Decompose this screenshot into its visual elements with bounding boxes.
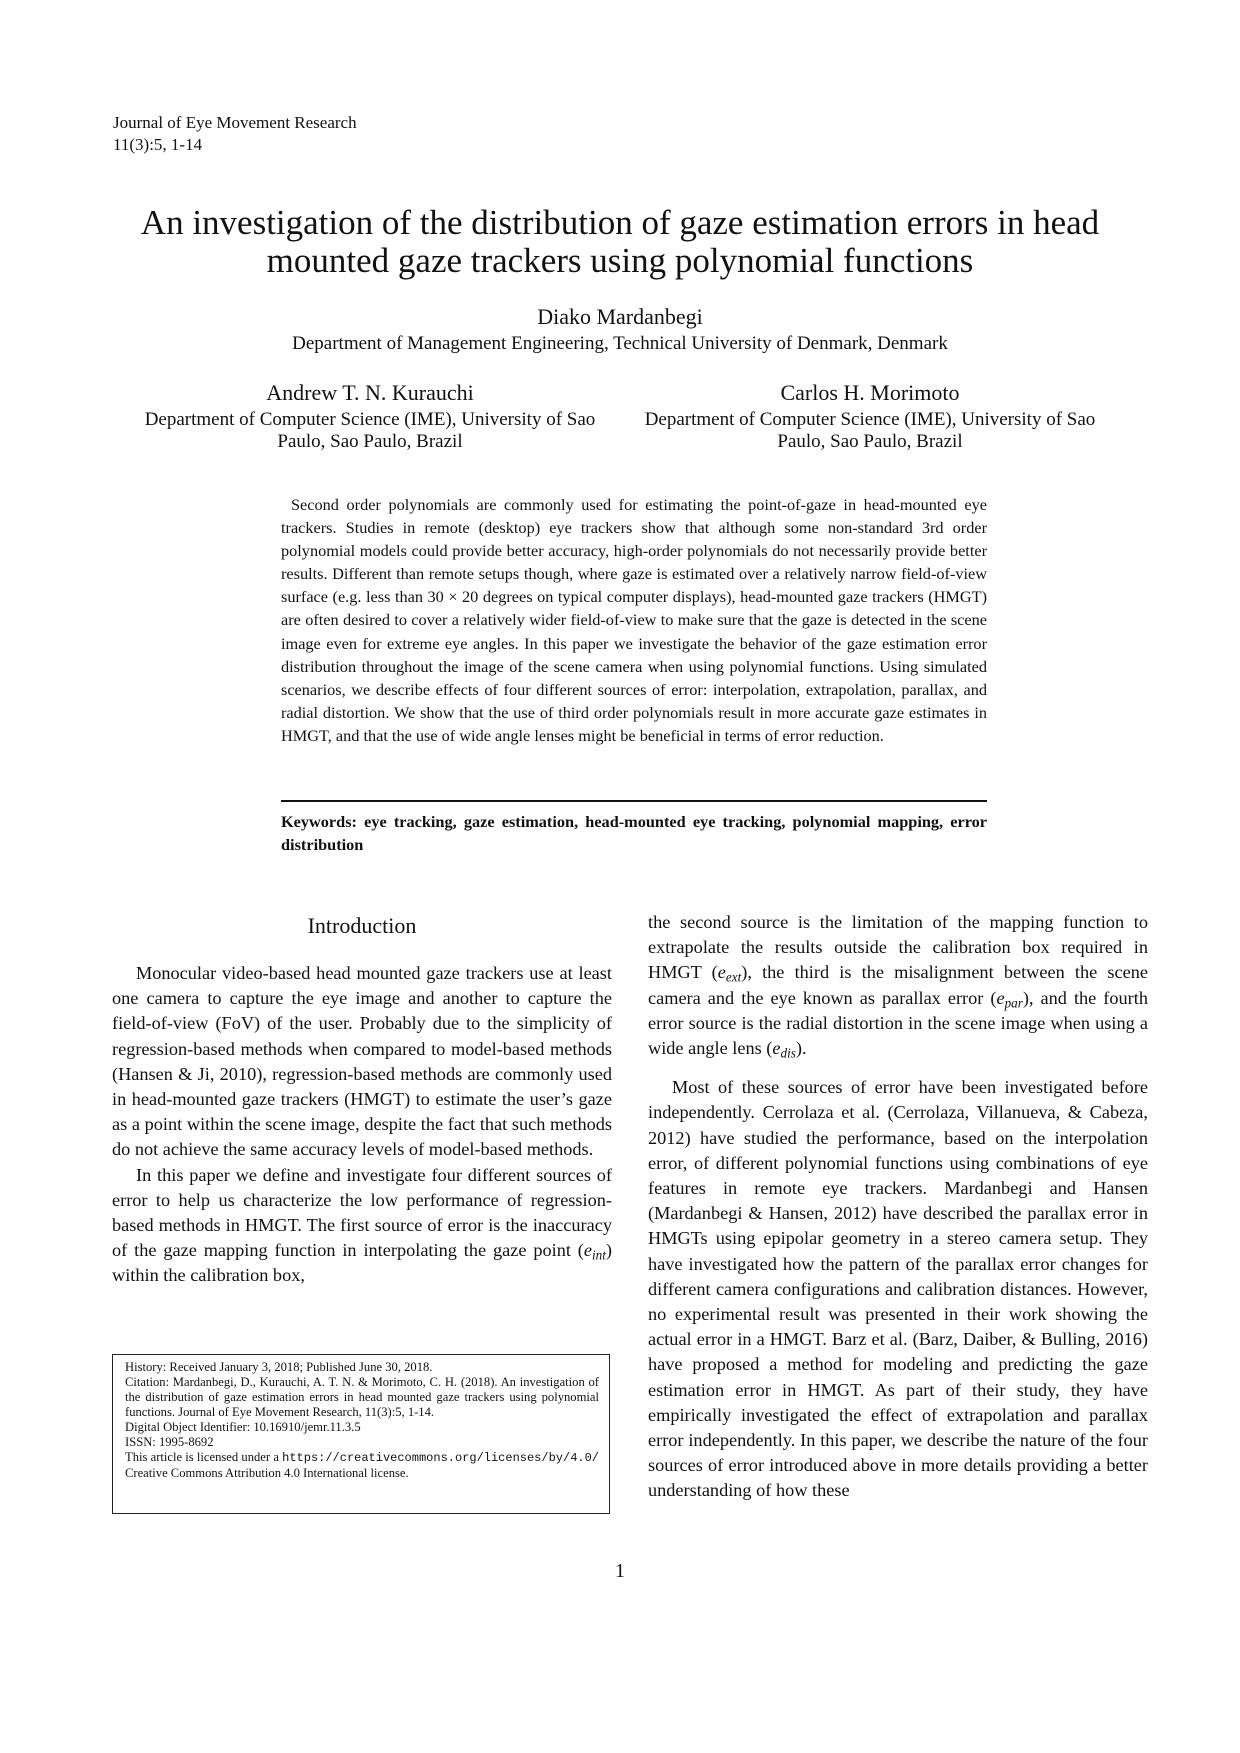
- section-heading-introduction: Introduction: [307, 913, 417, 938]
- author-affiliation-1: Department of Management Engineering, Technical University of Denmark, Denmark: [292, 333, 948, 354]
- abstract: Second order polynomials are commonly used for estimating the point-of-gaze in head-mounted eye trackers. Studies in remote (desktop) eye trackers show that although some non-standard 3rd order polynomial models could provide better accuracy, high-order polynomials do not necessarily provide better results. Different than remote setups though, where gaze is estimated over a relatively narrow field-of-view surface (e.g. less than 30 × 20 degrees on typical computer displays), head-mounted gaze trackers (HMGT) are often desired to cover a relatively wider field-of-view to make sure that the gaze is detected in the scene image even for extreme eye angles. In this paper we investigate the behavior of the gaze estimation error distribution throughout the image of the scene camera when using polynomial functions. Using simulated scenarios, we describe effects of four different sources of error: interpolation, extrapolation, parallax, and radial distortion. We show that the use of third order polynomials result in more accurate gaze estimates in HMGT, and that the use of wide angle lenses might be beneficial in terms of error reduction.: [281, 495, 987, 745]
- keywords: Keywords: eye tracking, gaze estimation, head-mounted eye tracking, polynomial mapping, error distribution: [281, 812, 987, 854]
- paper-title: [100, 204, 1140, 280]
- author-block-2: [120, 380, 620, 453]
- history-line: History: Received January 3, 2018; Published June 30, 2018.: [125, 1360, 433, 1374]
- author-affiliation-3a: Department of Computer Science (IME), University of Sao: [644, 409, 1096, 430]
- citation-text: Citation: Mardanbegi, D., Kurauchi, A. T. N. & Morimoto, C. H. (2018). An investigation of the distribution of gaze estimation errors in head mounted gaze trackers using polynomial functions. Journal of Eye Movement Research, 11(3):5, 1-14.: [125, 1375, 599, 1419]
- issn-line: ISSN: 1995-8692: [125, 1435, 214, 1449]
- journal-issue: 11(3):5, 1-14: [113, 135, 203, 154]
- author-name-2: Andrew T. N. Kurauchi: [266, 380, 474, 405]
- doi-line: Digital Object Identifier: 10.16910/jemr.11.3.5: [125, 1420, 361, 1434]
- title-line-1: An investigation of the distribution of gaze estimation errors in head: [140, 203, 1100, 242]
- page-number: 1: [615, 1560, 625, 1582]
- license-link[interactable]: https://creativecommons.org/licenses/by/4.0/: [282, 1451, 599, 1465]
- author-affiliation-2a: Department of Computer Science (IME), University of Sao: [144, 409, 596, 430]
- keywords-divider: [281, 800, 987, 802]
- left-column: [112, 961, 612, 1289]
- intro-paragraph-continued: the second source is the limitation of the mapping function to extrapolate the results outside the calibration box required in HMGT $(e_{ext})$, the third is the misalignment between the scene camera and the eye known as parallax error $(e_{par})$, and the fourth error source is the radial distortion in the scene image when using a wide angle lens $(e_{dis})$.: [648, 912, 1149, 1061]
- author-name-1: Diako Mardanbegi: [537, 304, 703, 329]
- author-block-3: [620, 380, 1120, 453]
- title-line-2: mounted gaze trackers using polynomial functions: [266, 241, 974, 280]
- author-affiliation-2b: Paulo, Sao Paulo, Brazil: [277, 431, 463, 452]
- intro-paragraph-3: Most of these sources of error have been investigated before independently. Cerrolaza et al. (Cerrolaza, Villanueva, & Cabeza, 2012) have studied the performance, based on the interpolation error, of different polynomial functions using combinations of eye features in remote eye trackers. Mardanbegi and Hansen (Mardanbegi & Hansen, 2012) have described the parallax error in HMGTs using epipolar geometry in a stereo camera setup. They have investigated how the pattern of the parallax error changes for different camera configurations and calibration distances. However, no experimental result was presented in their work showing the actual error in a HMGT. Barz et al. (Barz, Daiber, & Bulling, 2016) have proposed a method for modeling and predicting the gaze estimation error in HMGT. As part of their study, they have empirically investigated the effect of extrapolation and parallax error independently. In this paper, we describe the nature of the four sources of error introduced above in more details providing a better understanding of how these: [648, 1077, 1148, 1501]
- license-text: This article is licensed under a https://creativecommons.org/licenses/by/4.0/ Creative Commons Attribution 4.0 International license.: [125, 1450, 599, 1480]
- author-name-3: Carlos H. Morimoto: [780, 380, 960, 405]
- journal-header: [113, 112, 357, 156]
- author-affiliation-3b: Paulo, Sao Paulo, Brazil: [777, 431, 963, 452]
- journal-name: Journal of Eye Movement Research: [113, 113, 357, 132]
- article-info-box: [112, 1354, 610, 1514]
- intro-paragraph-1: Monocular video-based head mounted gaze trackers use at least one camera to capture the eye image and another to capture the field-of-view (FoV) of the user. Probably due to the simplicity of regression-based methods when compared to model-based methods (Hansen & Ji, 2010), regression-based methods are commonly used in head-mounted gaze trackers (HMGT) to estimate the user’s gaze as a point within the scene image, despite the fact that such methods do not achieve the same accuracy levels of model-based methods.: [112, 963, 612, 1160]
- right-column: [648, 910, 1148, 1504]
- intro-paragraph-2: In this paper we define and investigate four different sources of error to help us characterize the low performance of regression-based methods in HMGT. The first source of error is the inaccuracy of the gaze mapping function in interpolating the gaze point $(e_{int})$ within the calibration box,: [112, 1164, 612, 1286]
